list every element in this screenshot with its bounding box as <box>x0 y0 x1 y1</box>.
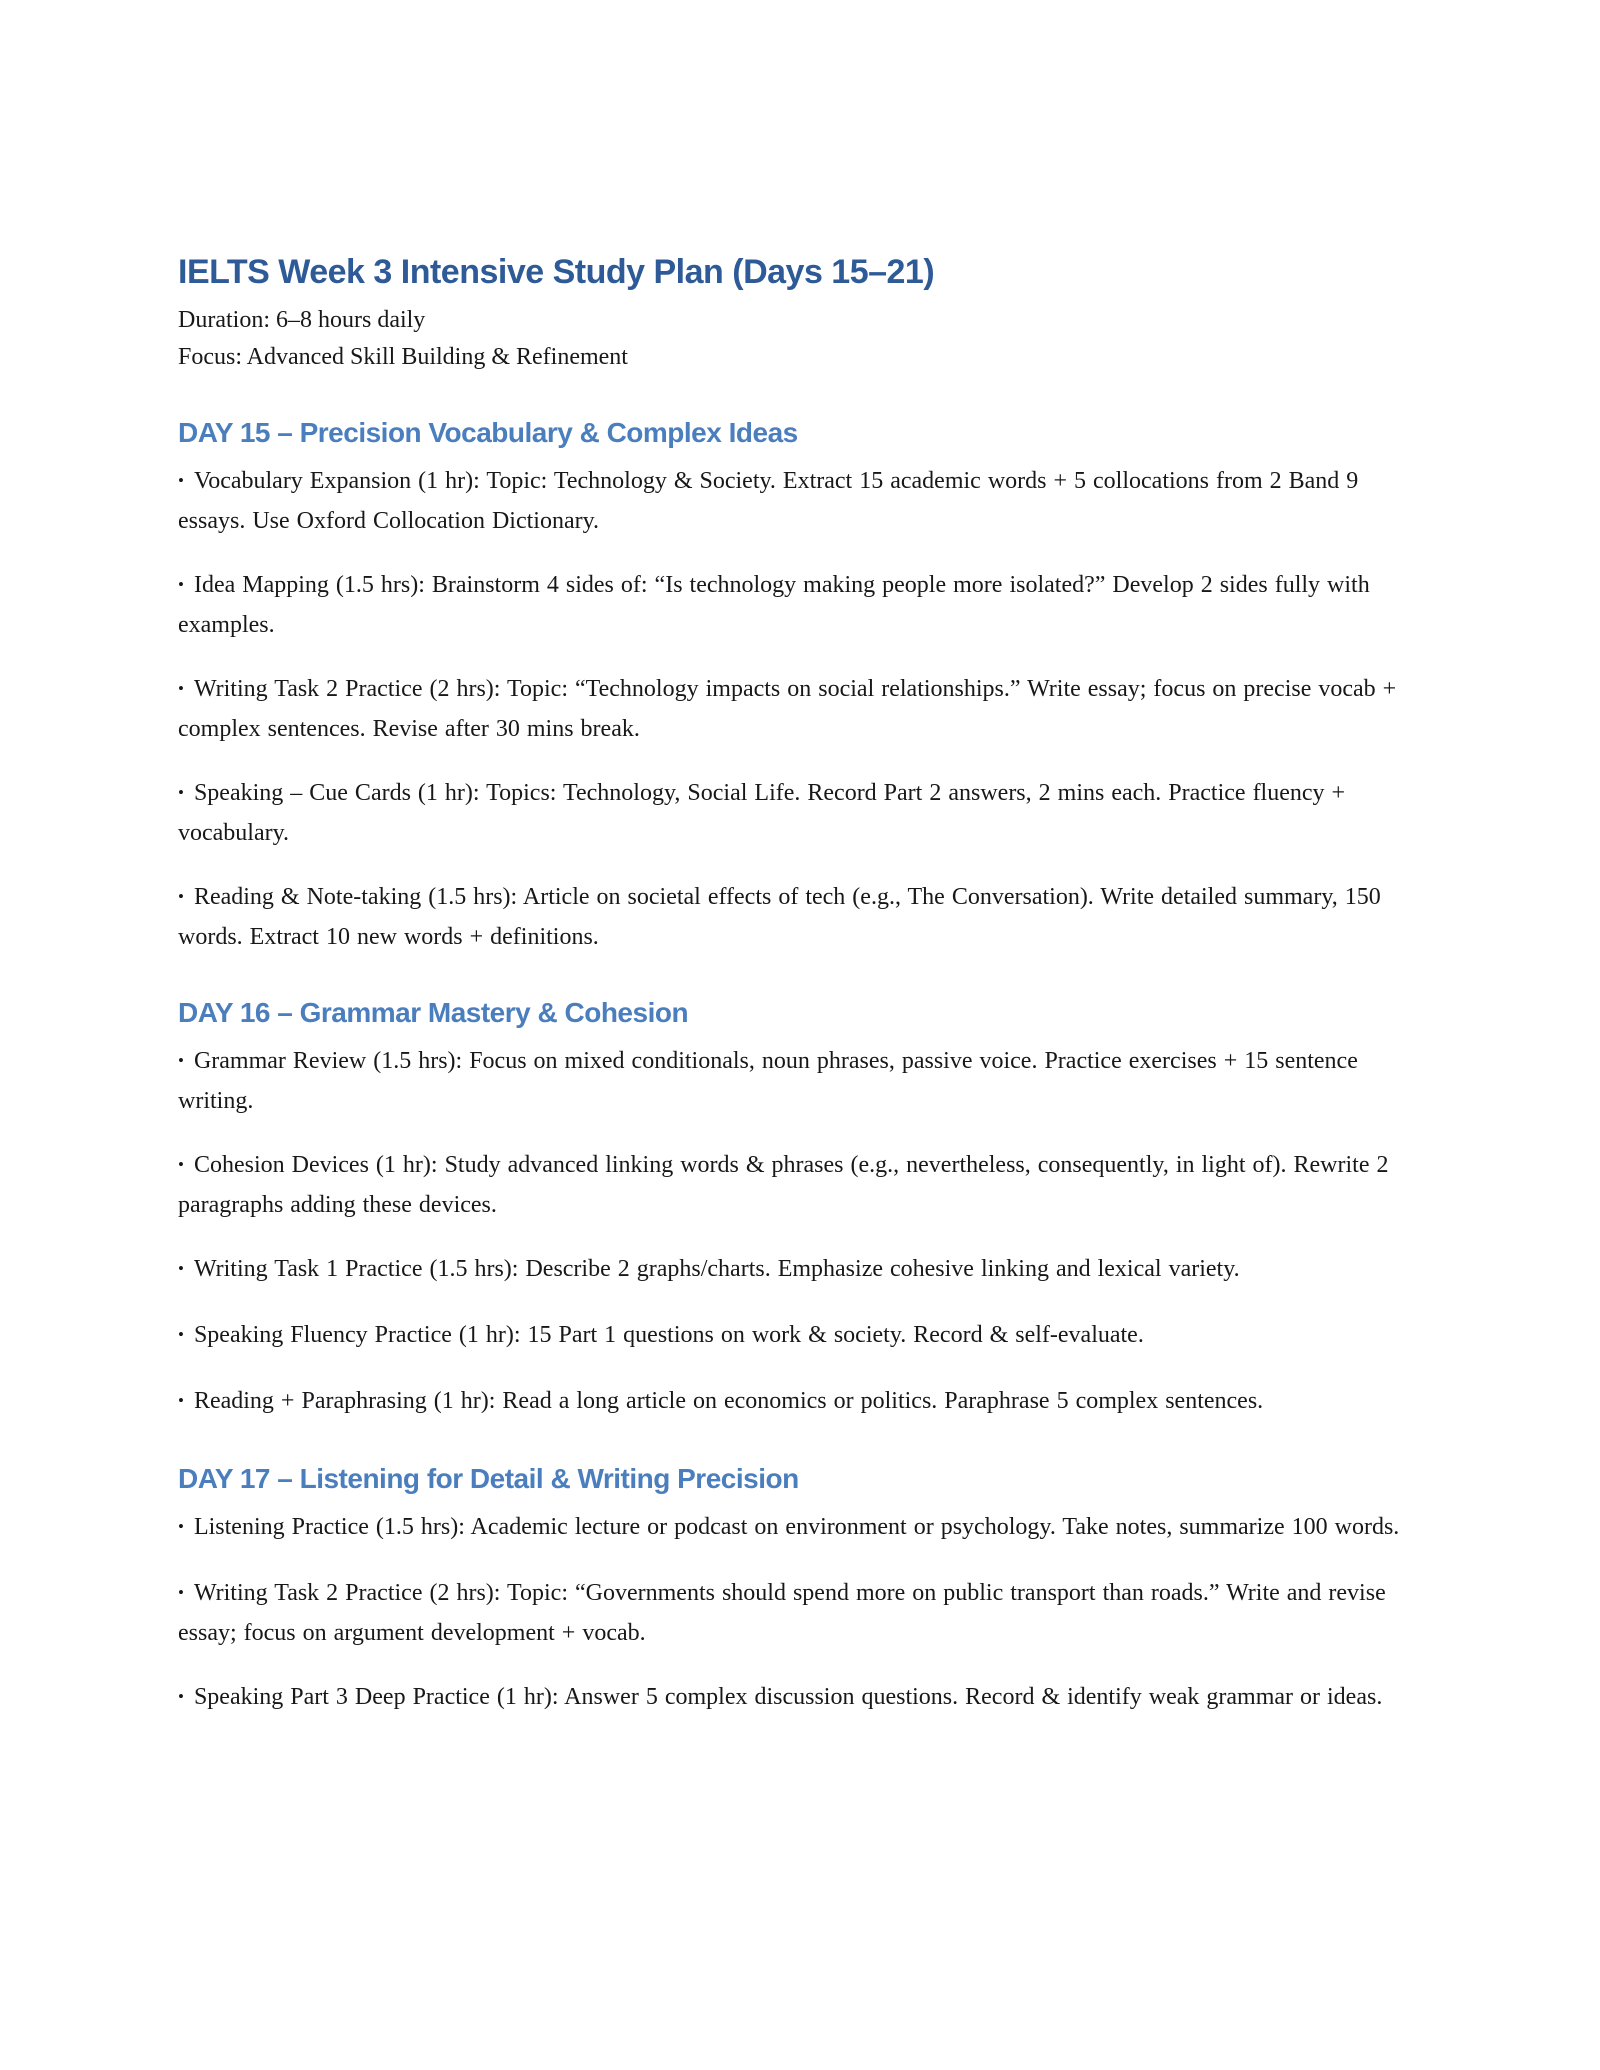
bullet-marker: • <box>178 575 184 594</box>
study-task <box>178 670 1422 748</box>
study-task <box>178 878 1422 956</box>
bullet-marker: • <box>178 1051 184 1070</box>
bullet-marker: • <box>178 471 184 490</box>
study-task <box>178 1508 1422 1548</box>
day-17-heading: DAY 17 – Listening for Detail & Writing Precision <box>178 1463 799 1494</box>
study-task-text: Speaking Part 3 Deep Practice (1 hr): Answer 5 complex discussion questions. Record & identify weak grammar or ideas. <box>193 1684 1383 1710</box>
bullet-marker: • <box>178 1259 184 1278</box>
section-day-15 <box>178 416 1422 956</box>
bullet-marker: • <box>178 887 184 906</box>
bullet-marker: • <box>178 783 184 802</box>
study-task <box>178 1678 1422 1718</box>
study-task-text: Grammar Review (1.5 hrs): Focus on mixed conditionals, noun phrases, passive voice. Practice exercises + 15 sentence writing. <box>178 1048 1358 1114</box>
study-task <box>178 1042 1422 1120</box>
study-task-text: Writing Task 2 Practice (2 hrs): Topic: “Technology impacts on social relationships.” Write essay; focus on precise vocab + complex sentences. Revise after 30 mins break. <box>178 676 1397 742</box>
bullet-marker: • <box>178 1583 184 1602</box>
bullet-marker: • <box>178 1391 184 1410</box>
day-16-heading: DAY 16 – Grammar Mastery & Cohesion <box>178 997 689 1028</box>
day-15-heading: DAY 15 – Precision Vocabulary & Complex Ideas <box>178 417 798 448</box>
bullet-marker: • <box>178 1155 184 1174</box>
focus-line: Focus: Advanced Skill Building & Refinement <box>178 344 628 370</box>
duration-line: Duration: 6–8 hours daily <box>178 307 426 333</box>
study-task-text: Writing Task 2 Practice (2 hrs): Topic: “Governments should spend more on public transport than roads.” Write and revise essay; focus on argument development + vocab. <box>178 1580 1386 1646</box>
study-task-text: Reading + Paraphrasing (1 hr): Read a long article on economics or politics. Paraphrase 5 complex sentences. <box>193 1388 1264 1414</box>
study-task <box>178 1382 1422 1422</box>
study-task-text: Speaking Fluency Practice (1 hr): 15 Part 1 questions on work & society. Record & self-evaluate. <box>193 1322 1144 1348</box>
study-task <box>178 462 1422 540</box>
bullet-marker: • <box>178 679 184 698</box>
study-task <box>178 774 1422 852</box>
bullet-marker: • <box>178 1687 184 1706</box>
study-task <box>178 1146 1422 1224</box>
study-task-text: Vocabulary Expansion (1 hr): Topic: Technology & Society. Extract 15 academic words + 5 collocations from 2 Band 9 essays. Use Oxford Collocation Dictionary. <box>178 468 1359 534</box>
study-task-text: Speaking – Cue Cards (1 hr): Topics: Technology, Social Life. Record Part 2 answers, 2 mins each. Practice fluency + vocabulary. <box>178 780 1346 846</box>
bullet-marker: • <box>178 1325 184 1344</box>
bullet-marker: • <box>178 1517 184 1536</box>
study-task-text: Writing Task 1 Practice (1.5 hrs): Describe 2 graphs/charts. Emphasize cohesive linking and lexical variety. <box>193 1256 1240 1282</box>
study-task <box>178 566 1422 644</box>
study-task <box>178 1250 1422 1290</box>
section-day-16 <box>178 996 1422 1422</box>
study-task <box>178 1316 1422 1356</box>
study-task-text: Cohesion Devices (1 hr): Study advanced linking words & phrases (e.g., nevertheless, consequently, in light of). Rewrite 2 paragraphs adding these devices. <box>178 1152 1389 1218</box>
document-title: IELTS Week 3 Intensive Study Plan (Days 15–21) <box>178 253 935 291</box>
study-task <box>178 1574 1422 1652</box>
study-task-text: Reading & Note-taking (1.5 hrs): Article on societal effects of tech (e.g., The Conversation). Write detailed summary, 150 words. Extract 10 new words + definitions. <box>178 884 1381 950</box>
study-task-text: Listening Practice (1.5 hrs): Academic lecture or podcast on environment or psychology. Take notes, summarize 100 words. <box>193 1514 1400 1540</box>
study-task-text: Idea Mapping (1.5 hrs): Brainstorm 4 sides of: “Is technology making people more isolated?” Develop 2 sides fully with examples. <box>178 572 1370 638</box>
section-day-17 <box>178 1462 1422 1718</box>
